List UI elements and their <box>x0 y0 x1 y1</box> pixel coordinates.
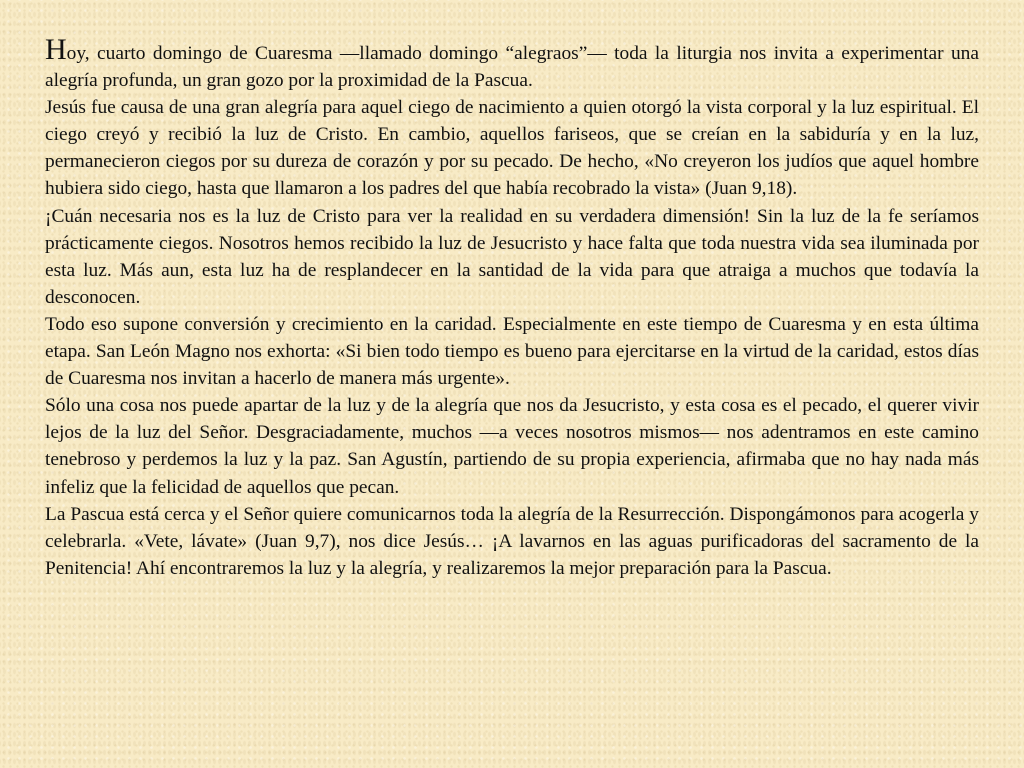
paragraph-intro-text: oy, cuarto domingo de Cuaresma —llamado domingo “alegraos”— toda la liturgia nos invita a experimentar una alegría profunda, un gran gozo por la proximidad de la Pascua. <box>45 43 979 92</box>
paragraph: La Pascua está cerca y el Señor quiere comunicarnos toda la alegría de la Resurrección. Dispongámonos para acogerla y celebrarla. «Vete, lávate» (Juan 9,7), nos dice Jesús… ¡A lavarnos en las aguas purificadoras del sacramento de la Penitencia! Ahí encontraremos la luz y la alegría, y realizaremos la mejor preparación para la Pascua. <box>45 503 979 579</box>
drop-cap-initial: H <box>45 33 67 66</box>
paragraph: ¡Cuán necesaria nos es la luz de Cristo para ver la realidad en su verdadera dimensión! Sin la luz de la fe seríamos prácticamente ciegos. Nosotros hemos recibido la luz de Jesucristo y hace falta que toda nuestra vida sea iluminada por esta luz. Más aun, esta luz ha de resplandecer en la santidad de la vida para que atraiga a muchos que todavía la desconocen. <box>45 205 979 308</box>
slide-text-body <box>45 33 979 740</box>
paragraph: Jesús fue causa de una gran alegría para aquel ciego de nacimiento a quien otorgó la vista corporal y la luz espiritual. El ciego creyó y recibió la luz de Cristo. En cambio, aquellos fariseos, que se creían en la sabiduría y en la luz, permanecieron ciegos por su dureza de corazón y por su pecado. De hecho, «No creyeron los judíos que aquel hombre hubiera sido ciego, hasta que llamaron a los padres del que había recobrado la vista» (Juan 9,18). <box>45 97 979 200</box>
paragraph: Todo eso supone conversión y crecimiento en la caridad. Especialmente en este tiempo de Cuaresma y en esta última etapa. San León Magno nos exhorta: «Si bien todo tiempo es bueno para ejercitarse en la virtud de la caridad, estos días de Cuaresma nos invitan a hacerlo de manera más urgente». <box>45 313 979 390</box>
paragraph-intro <box>45 33 979 94</box>
paragraph: Sólo una cosa nos puede apartar de la luz y de la alegría que nos da Jesucristo, y esta cosa es el pecado, el querer vivir lejos de la luz del Señor. Desgraciadamente, muchos —a veces nosotros mismos— nos adentramos en este camino tenebroso y perdemos la luz y la paz. San Agustín, partiendo de su propia experiencia, afirmaba que no hay nada más infeliz que la felicidad de aquellos que pecan. <box>45 395 979 498</box>
